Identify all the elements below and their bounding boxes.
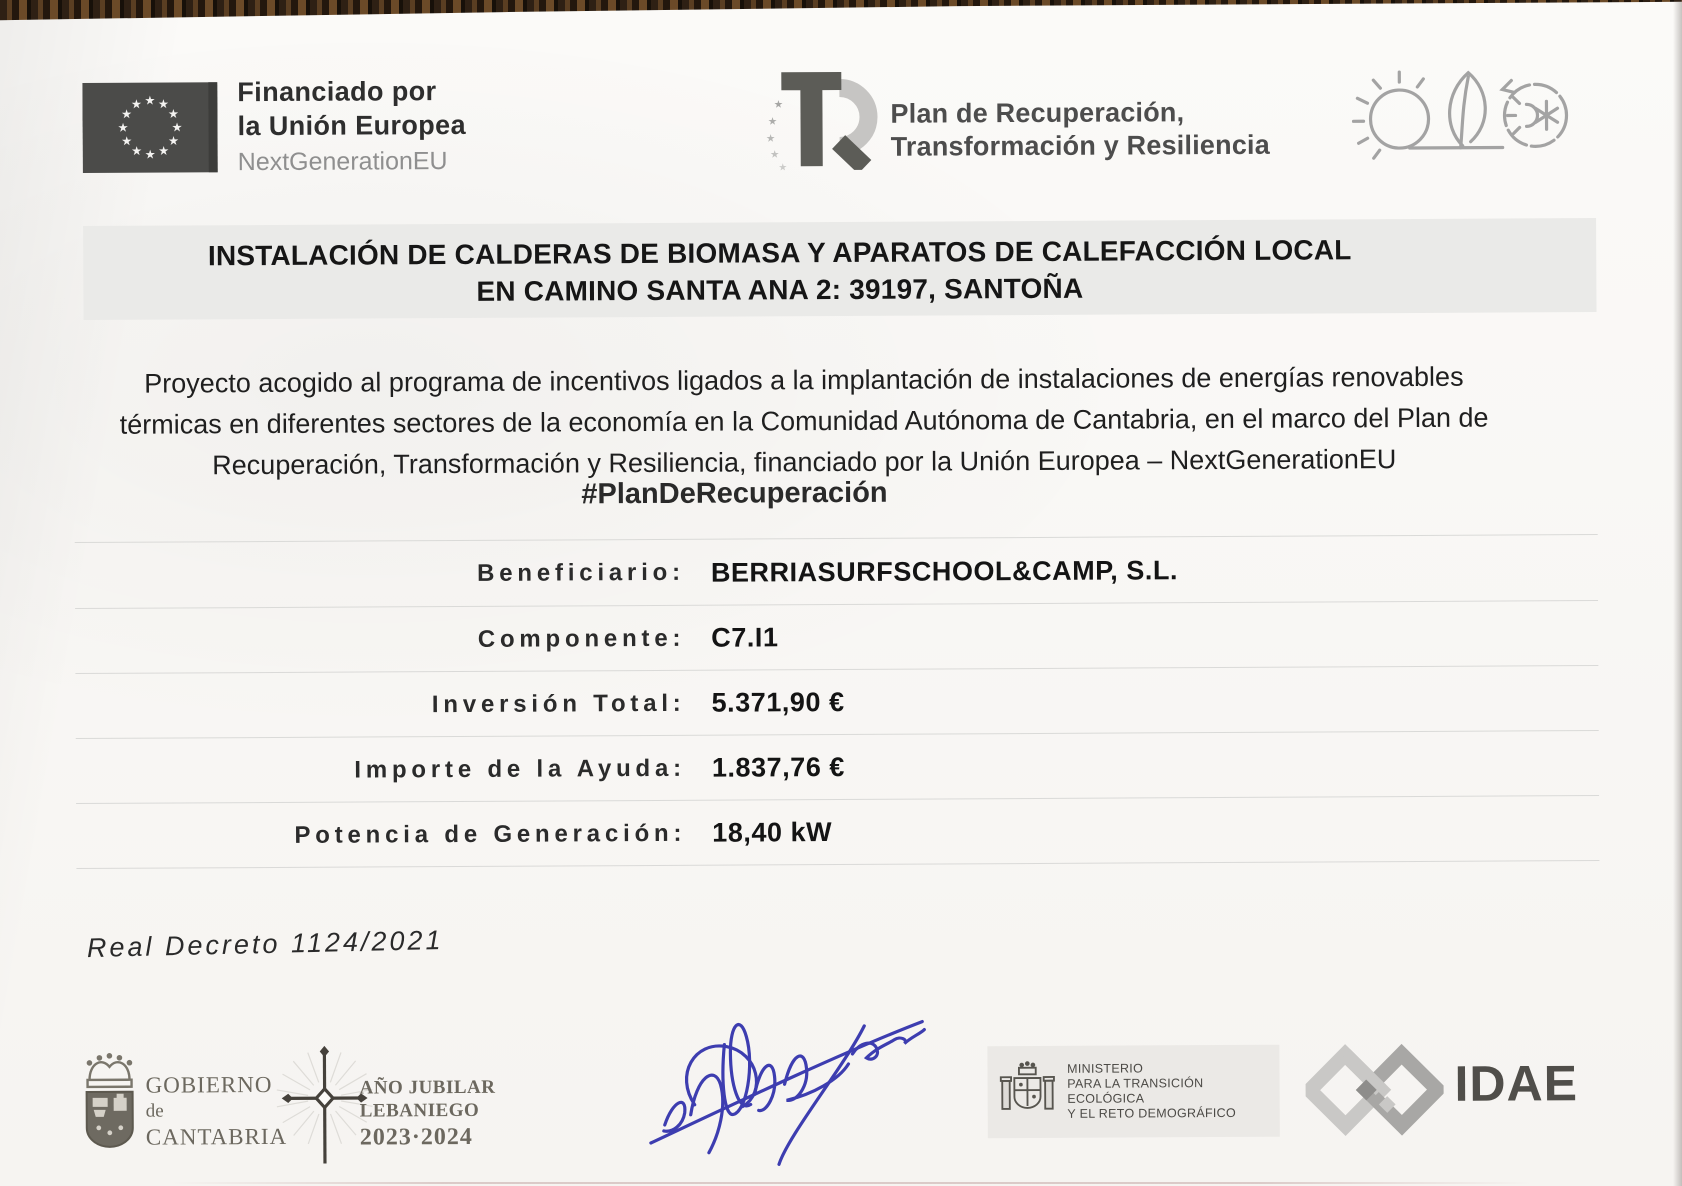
row-value: 18,40 kW [712,817,833,848]
row-value: BERRIASURFSCHOOL&CAMP, S.L. [710,554,1179,588]
royal-decree-reference: Real Decreto 1124/2021 [86,924,444,964]
project-title-band [83,218,1596,320]
leaf-icon [1449,73,1485,148]
hashtag-plan-de-recuperacion: #PlanDeRecuperación [581,476,888,511]
ministry-line1: MINISTERIO [1067,1061,1144,1076]
sun-icon [1353,72,1428,158]
jubilar-year-text [360,1076,496,1153]
table-row [76,730,1599,804]
ministry-text [1067,1061,1270,1122]
ministry-line3: Y EL RETO DEMOGRÁFICO [1067,1105,1237,1121]
ministry-line2: PARA LA TRANSICIÓN ECOLÓGICA [1067,1076,1204,1106]
jubilar-year: 2023·2024 [359,1123,473,1151]
gobierno-line3: CANTABRIA [145,1123,288,1150]
cantabria-coat-of-arms-icon [78,1050,141,1168]
table-row [75,665,1598,739]
spain-coat-of-arms-icon [997,1058,1057,1126]
table-row [76,795,1599,869]
project-title-line2: EN CAMINO SANTA ANA 2: 39197, SANTOÑA [476,272,1084,307]
gobierno-line2: de [145,1100,164,1122]
row-label: Beneficiario: [477,558,685,587]
photo-edge-shadow [1673,0,1682,1186]
row-label: Componente: [477,624,686,653]
row-label: Inversión Total: [431,689,686,718]
row-value: 1.837,76 € [711,751,846,783]
prtr-tr-monogram-icon [765,64,888,171]
table-edge-seam [170,1182,1532,1184]
project-title-line1: INSTALACIÓN DE CALDERAS DE BIOMASA Y APARATOS DE CALEFACCIÓN LOCAL [207,234,1352,272]
ministry-logo [987,1045,1279,1139]
next-generation-eu: NextGenerationEU [237,147,448,177]
handwritten-signature [632,941,943,1178]
jubilar-line1: AÑO JUBILAR [359,1076,496,1099]
table-row [75,600,1598,674]
idae-ribbon-icon [1305,1041,1444,1154]
prtr-title [890,96,1270,164]
table-row [75,534,1598,609]
row-value: C7.I1 [711,622,779,653]
prtr-line2: Transformación y Resiliencia [890,129,1270,162]
row-label: Importe de la Ayuda: [354,754,686,784]
heating-cooling-icon [1502,80,1566,146]
row-label: Potencia de Generación: [294,819,687,849]
prtr-line1: Plan de Recuperación, [890,97,1185,129]
program-description: Proyecto acogido al programa de incentivos ligados a la implantación de instalaciones de energías renovables térmicas en diferentes sectores de la economía en la Comunidad Autónoma de Cantabria, en el marco del Plan de Recuperación, Transformación y Resiliencia, financiado por la Unión Europea – NextGenerationEU [119,361,1489,481]
row-value: 5.371,90 € [711,686,845,718]
eu-flag-icon [82,81,217,174]
eu-funded-line2: la Unión Europea [237,109,467,142]
eu-funding-text [237,74,466,178]
idae-wordmark: IDAE [1454,1055,1579,1112]
jubilar-line2: LEBANIEGO [359,1099,480,1122]
renewables-icons [1349,60,1582,163]
eu-funded-line1: Financiado por [237,76,437,108]
gobierno-line1: GOBIERNO [145,1071,273,1098]
cantabria-government-text [145,1071,287,1152]
